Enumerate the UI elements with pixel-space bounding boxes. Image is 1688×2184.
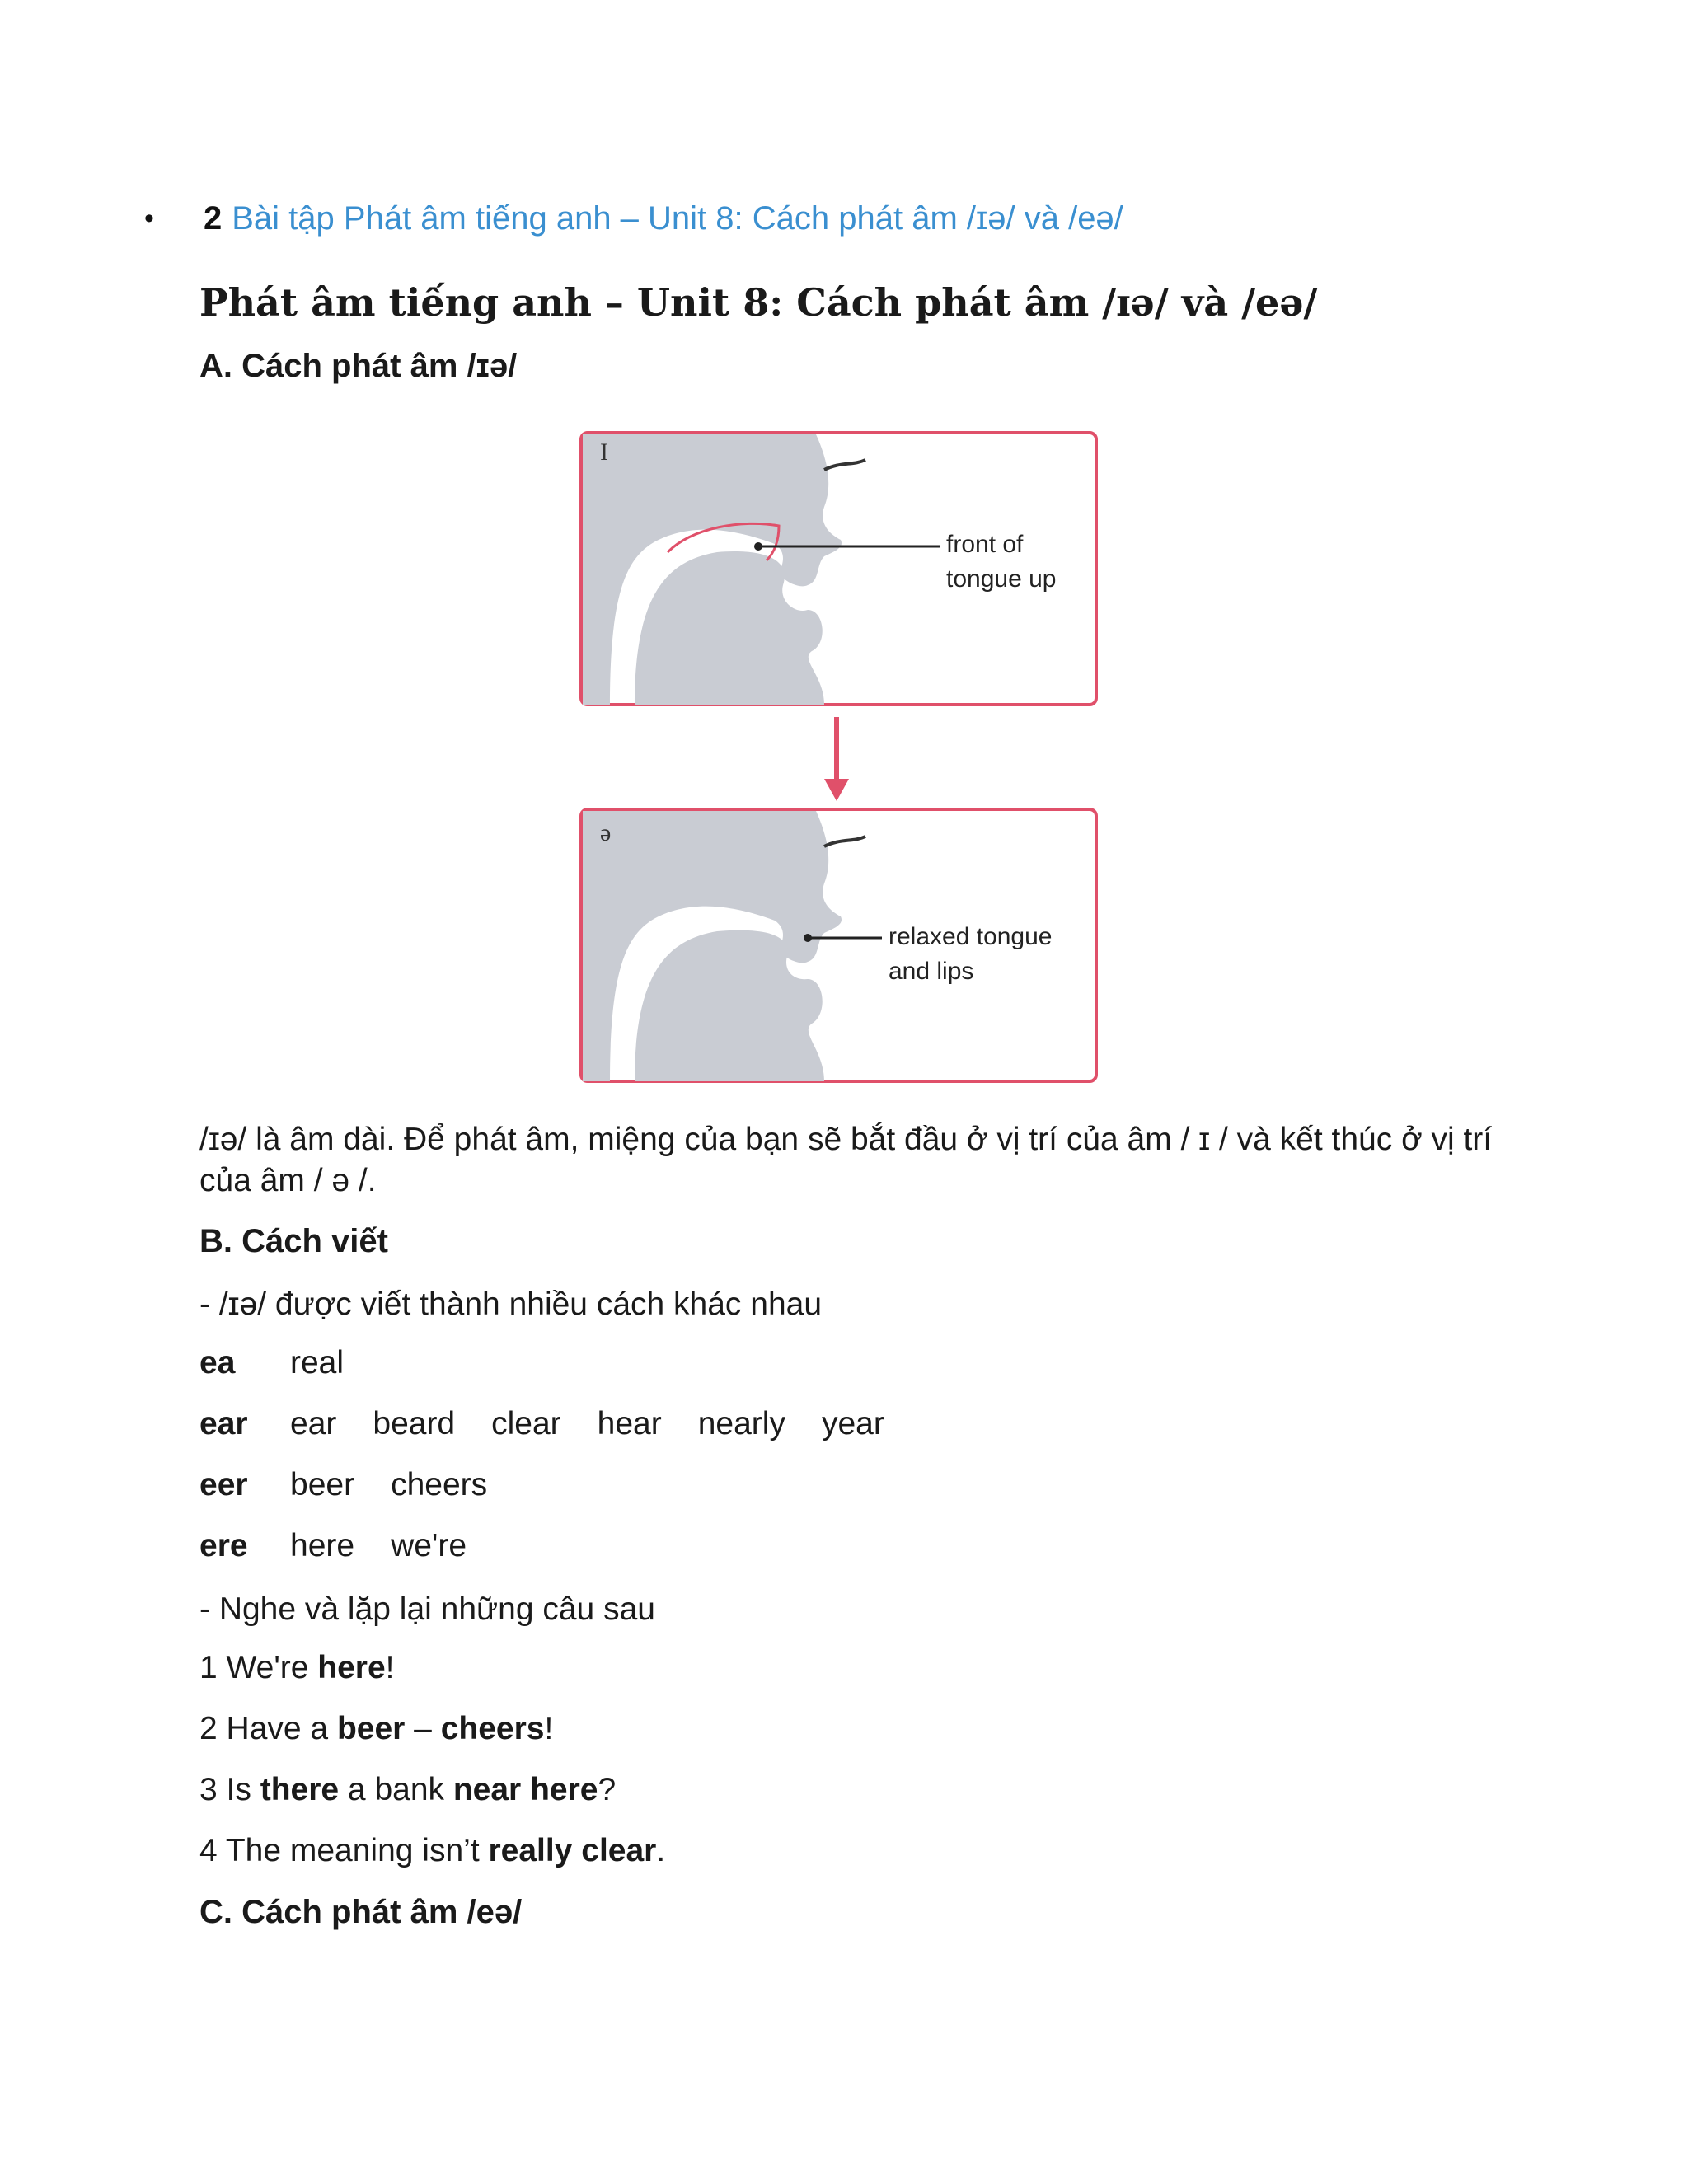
spelling-word: hear (597, 1406, 662, 1441)
spelling-word: we're (391, 1528, 467, 1563)
spelling-word: year (821, 1406, 884, 1441)
practice-sentence: 4 The meaning isn’t really clear. (199, 1833, 666, 1868)
spelling-key: ea (199, 1345, 236, 1380)
diagram-panel-bottom (581, 809, 1096, 1081)
spelling-intro: - /ɪə/ được viết thành nhiều cách khác nhau (199, 1286, 823, 1322)
spelling-row (199, 1467, 523, 1503)
toc-link[interactable]: Bài tập Phát âm tiếng anh – Unit 8: Cách phát âm /ɪə/ và /eə/ (232, 199, 1123, 237)
diagram-top-label-1: front of (946, 531, 1024, 558)
diagram-arrow (824, 717, 849, 801)
spelling-word: nearly (697, 1406, 785, 1441)
spelling-word: cheers (391, 1467, 488, 1502)
practice-sentence: 2 Have a beer – cheers! (199, 1711, 554, 1746)
description-paragraph: /ɪə/ là âm dài. Để phát âm, miệng của bạn sẽ bắt đầu ở vị trí của âm / ɪ / và kết thúc ở vị trí của âm / ə /. (199, 1122, 1493, 1198)
spelling-word: clear (491, 1406, 561, 1441)
spelling-word: ear (290, 1406, 337, 1441)
section-c-heading: C. Cách phát âm /eə/ (199, 1894, 523, 1930)
article-title: Phát âm tiếng anh – Unit 8: Cách phát âm /ɪə/ và /eə/ (199, 280, 1318, 325)
practice-sentence: 1 We're here! (199, 1650, 395, 1685)
spelling-key: eer (199, 1467, 248, 1502)
spelling-word: beer (290, 1467, 355, 1502)
spelling-row (199, 1406, 921, 1442)
diagram-bottom-symbol: ə (600, 819, 612, 846)
spelling-word: beard (373, 1406, 456, 1441)
section-b-heading: B. Cách viết (199, 1223, 388, 1259)
spelling-key: ere (199, 1528, 248, 1563)
bullet: • (144, 202, 154, 234)
spelling-row (199, 1528, 503, 1564)
toc-number: 2 (204, 199, 223, 237)
diagram-panel-top (581, 433, 1096, 705)
spelling-word: here (290, 1528, 355, 1563)
mouth-position-diagram (577, 429, 1104, 1088)
diagram-top-label-2: tongue up (946, 565, 1057, 593)
spelling-word: real (290, 1345, 345, 1380)
section-a-heading: A. Cách phát âm /ɪə/ (199, 348, 518, 384)
diagram-bottom-label-1: relaxed tongue (889, 923, 1053, 950)
practice-sentence: 3 Is there a bank near here? (199, 1772, 617, 1807)
diagram-bottom-label-2: and lips (889, 958, 974, 985)
diagram-top-symbol: I (600, 438, 608, 466)
spelling-row (199, 1345, 380, 1381)
toc-item (144, 198, 1123, 239)
spelling-key: ear (199, 1406, 248, 1441)
listen-intro: - Nghe và lặp lại những câu sau (199, 1591, 655, 1627)
